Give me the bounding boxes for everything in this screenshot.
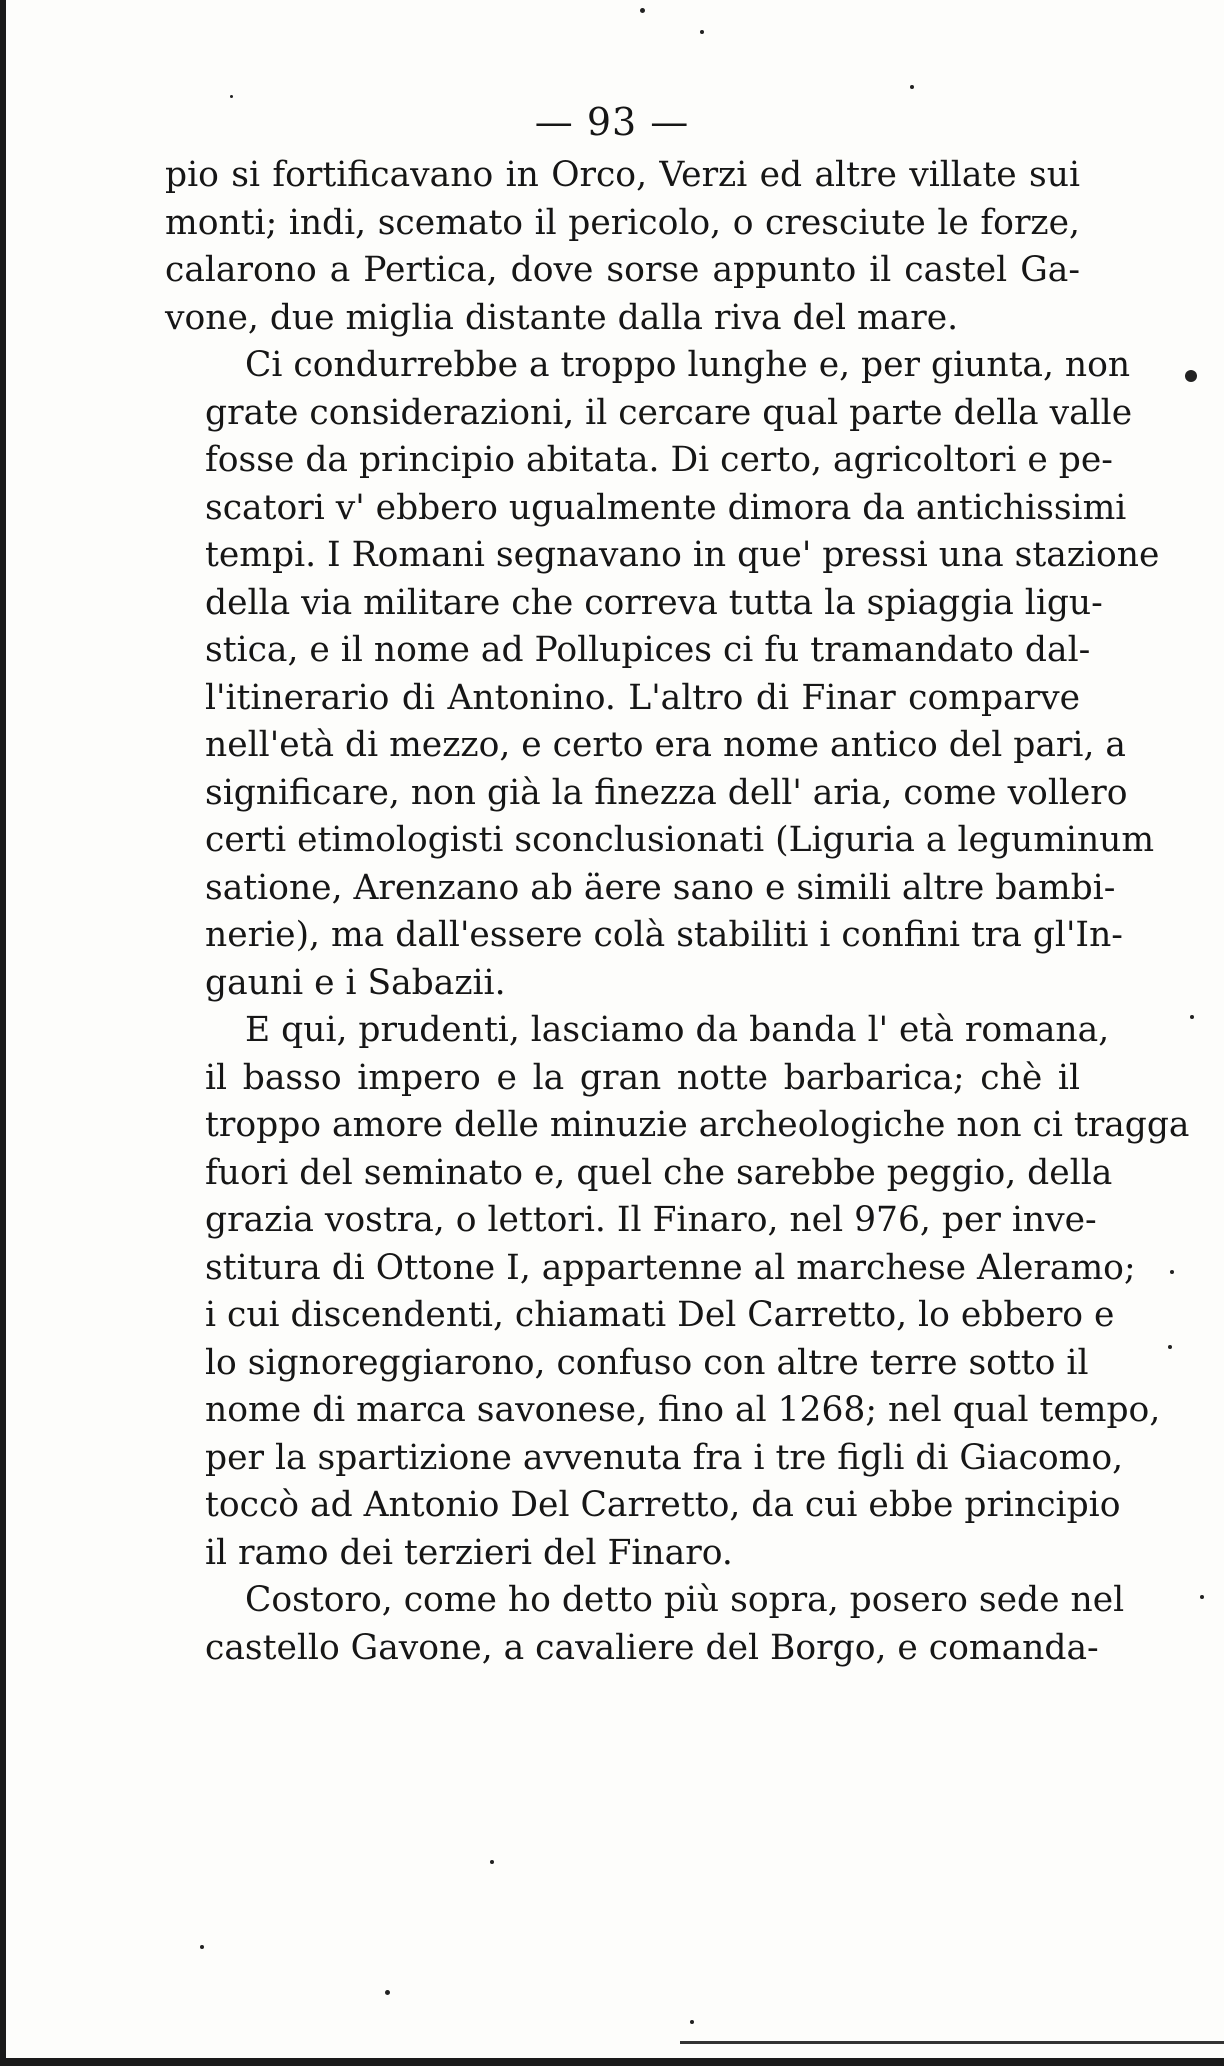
text-line: nell'età di mezzo, e certo era nome antico del pari, a — [205, 725, 1126, 765]
text-line: calarono a Pertica, dove sorse appunto il castel Ga- — [165, 250, 1080, 290]
page-number: — 93 — — [534, 100, 690, 144]
text-line: i cui discendenti, chiamati Del Carretto, lo ebbero e — [205, 1295, 1115, 1335]
text-line: il ramo dei terzieri del Finaro. — [205, 1532, 733, 1573]
body-text — [165, 152, 1190, 1672]
text-line: nome di marca savonese, fino al 1268; nel qual tempo, — [205, 1390, 1161, 1430]
text-line: stitura di Ottone I, appartenne al marchese Aleramo; — [205, 1247, 1136, 1288]
scan-speck — [700, 30, 704, 34]
text-line: satione, Arenzano ab äere sano e simili altre bambi- — [205, 867, 1116, 908]
text-line: Costoro, come ho detto più sopra, posero sede nel — [245, 1580, 1125, 1620]
text-line: grate considerazioni, il cercare qual parte della valle — [205, 392, 1133, 433]
text-line: della via militare che correva tutta la spiaggia ligu- — [205, 582, 1103, 623]
text-line: troppo amore delle minuzie archeologiche non ci tragga — [205, 1105, 1190, 1145]
bottom-rule — [680, 2041, 1224, 2044]
scan-speck — [230, 95, 233, 98]
scan-speck — [385, 1990, 390, 1995]
text-line: per la spartizione avvenuta fra i tre figli di Giacomo, — [205, 1437, 1124, 1478]
scan-speck — [200, 1945, 204, 1949]
text-line: nerie), ma dall'essere colà stabiliti i confini tra gl'In- — [205, 915, 1123, 955]
page-bottom-edge — [0, 2058, 1224, 2066]
text-line: gauni e i Sabazii. — [205, 962, 506, 1003]
text-line: significare, non già la finezza dell' aria, come vollero — [205, 772, 1128, 813]
text-line: fosse da principio abitata. Di certo, agricoltori e pe- — [205, 440, 1113, 480]
text-line: pio si fortificavano in Orco, Verzi ed altre villate sui — [165, 155, 1080, 195]
text-line: Ci condurrebbe a troppo lunghe e, per giunta, non — [245, 345, 1131, 385]
scan-speck — [1200, 1595, 1204, 1599]
paragraph-3 — [165, 1007, 1190, 1577]
text-line: E qui, prudenti, lasciamo da banda l' età romana, — [245, 1010, 1110, 1050]
text-line: lo signoreggiarono, confuso con altre terre sotto il — [205, 1342, 1089, 1383]
text-line: vone, due miglia distante dalla riva del mare. — [165, 297, 959, 338]
text-line: stica, e il nome ad Pollupices ci fu tramandato dal- — [205, 630, 1091, 670]
text-line: fuori del seminato e, quel che sarebbe peggio, della — [205, 1152, 1113, 1193]
text-line: certi etimologisti sconclusionati (Liguria a leguminum — [205, 820, 1155, 860]
text-line: monti; indi, scemato il pericolo, o cresciute le forze, — [165, 202, 1080, 243]
scan-speck — [1185, 370, 1197, 382]
text-line: l'itinerario di Antonino. L'altro di Finar comparve — [205, 677, 1080, 718]
paragraph-1 — [165, 152, 1080, 342]
text-line: toccò ad Antonio Del Carretto, da cui ebbe principio — [205, 1485, 1121, 1525]
text-line: castello Gavone, a cavaliere del Borgo, e comanda- — [205, 1627, 1099, 1668]
scan-speck — [490, 1860, 494, 1864]
paragraph-4 — [165, 1577, 1125, 1672]
scan-speck — [1168, 1345, 1172, 1349]
paragraph-2 — [165, 342, 1160, 1007]
scan-speck — [690, 2020, 694, 2024]
text-line: tempi. I Romani segnavano in que' pressi una stazione — [205, 535, 1160, 575]
scan-speck — [910, 85, 914, 89]
text-line: grazia vostra, o lettori. Il Finaro, nel 976, per inve- — [205, 1200, 1097, 1240]
scan-speck — [1190, 1015, 1194, 1019]
page-left-edge — [0, 0, 6, 2066]
scan-speck — [1170, 1270, 1174, 1274]
text-line: scatori v' ebbero ugualmente dimora da antichissimi — [205, 487, 1127, 528]
scan-speck — [640, 8, 645, 13]
text-line: il basso impero e la gran notte barbarica; chè il — [205, 1057, 1080, 1098]
